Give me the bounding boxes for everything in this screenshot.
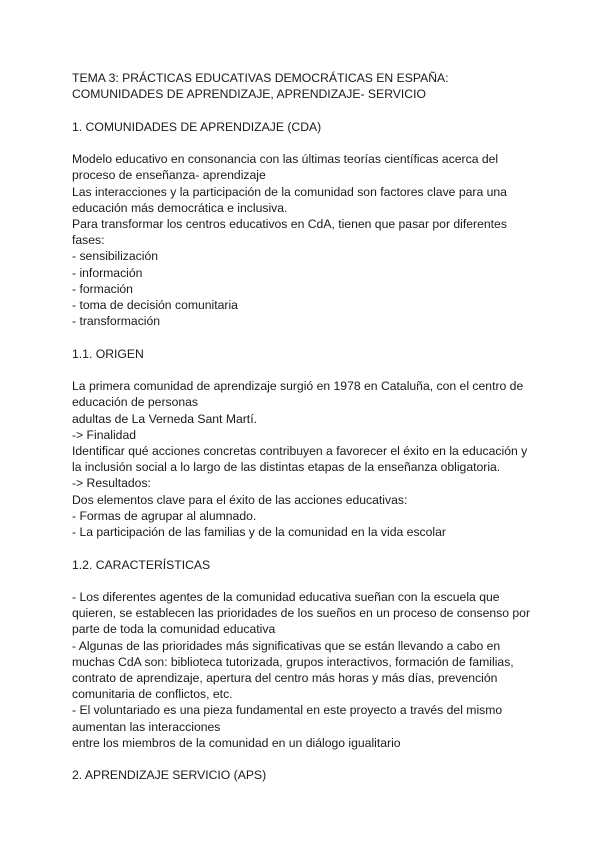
list-item: - formación <box>72 281 133 296</box>
paragraph-line: -> Resultados: <box>72 476 151 491</box>
paragraph-line: educación de personas <box>72 395 199 410</box>
list-item: - La participación de las familias y de la comunidad en la vida escolar <box>72 525 446 540</box>
paragraph-line: fases: <box>72 233 105 248</box>
paragraph-line: Las interacciones y la participación de la comunidad son factores clave para una <box>72 184 507 199</box>
list-item: - transformación <box>72 314 161 329</box>
paragraph-line: entre los miembros de la comunidad en un diálogo igualitario <box>72 735 401 750</box>
paragraph-line: comunitaria de conflictos, etc. <box>72 687 233 702</box>
spacer <box>72 751 542 767</box>
spacer <box>72 540 542 556</box>
paragraph-line: - Algunas de las prioridades más significativas que se están llevando a cabo en <box>72 638 501 653</box>
spacer <box>72 573 542 589</box>
paragraph-line: muchas CdA son: biblioteca tutorizada, grupos interactivos, formación de familias, <box>72 654 514 669</box>
document-page <box>72 70 542 784</box>
paragraph-line: -> Finalidad <box>72 427 137 442</box>
paragraph-line: Dos elementos clave para el éxito de las acciones educativas: <box>72 492 408 507</box>
section-heading-caracteristicas: 1.2. CARACTERÍSTICAS <box>72 557 211 572</box>
list-item: - Formas de agrupar al alumnado. <box>72 508 257 523</box>
paragraph-line: aumentan las interacciones <box>72 719 221 734</box>
document-title-line-2: COMUNIDADES DE APRENDIZAJE, APRENDIZAJE- SERVICIO <box>72 87 426 102</box>
paragraph-line: proceso de enseñanza- aprendizaje <box>72 168 266 183</box>
paragraph-line: parte de toda la comunidad educativa <box>72 622 276 637</box>
paragraph-line: Para transformar los centros educativos en CdA, tienen que pasar por diferentes <box>72 217 507 232</box>
spacer <box>72 329 542 345</box>
spacer <box>72 135 542 151</box>
document-title-line-1: TEMA 3: PRÁCTICAS EDUCATIVAS DEMOCRÁTICAS EN ESPAÑA: <box>72 71 449 85</box>
list-item: - toma de decisión comunitaria <box>72 298 238 313</box>
paragraph-line: Modelo educativo en consonancia con las últimas teorías científicas acerca del <box>72 152 499 167</box>
paragraph-line: - El voluntariado es una pieza fundamental en este proyecto a través del mismo <box>72 703 503 718</box>
spacer <box>72 362 542 378</box>
paragraph-line: Identificar qué acciones concretas contribuyen a favorecer el éxito en la educación y <box>72 444 528 459</box>
list-item: - sensibilización <box>72 249 159 264</box>
section-heading-aps: 2. APRENDIZAJE SERVICIO (APS) <box>72 768 267 783</box>
paragraph-line: La primera comunidad de aprendizaje surgió en 1978 en Cataluña, con el centro de <box>72 379 524 394</box>
paragraph-line: educación más democrática e inclusiva. <box>72 200 288 215</box>
paragraph-line: - Los diferentes agentes de la comunidad educativa sueñan con la escuela que <box>72 590 500 605</box>
paragraph-line: adultas de La Verneda Sant Martí. <box>72 411 257 426</box>
paragraph-line: quieren, se establecen las prioridades de los sueños en un proceso de consenso por <box>72 606 531 621</box>
section-heading-cda: 1. COMUNIDADES DE APRENDIZAJE (CDA) <box>72 119 322 134</box>
spacer <box>72 102 542 118</box>
section-heading-origen: 1.1. ORIGEN <box>72 346 144 361</box>
list-item: - información <box>72 265 143 280</box>
paragraph-line: la inclusión social a lo largo de las distintas etapas de la enseñanza obligatoria. <box>72 460 501 475</box>
paragraph-line: contrato de aprendizaje, apertura del centro más horas y más días, prevención <box>72 671 498 686</box>
